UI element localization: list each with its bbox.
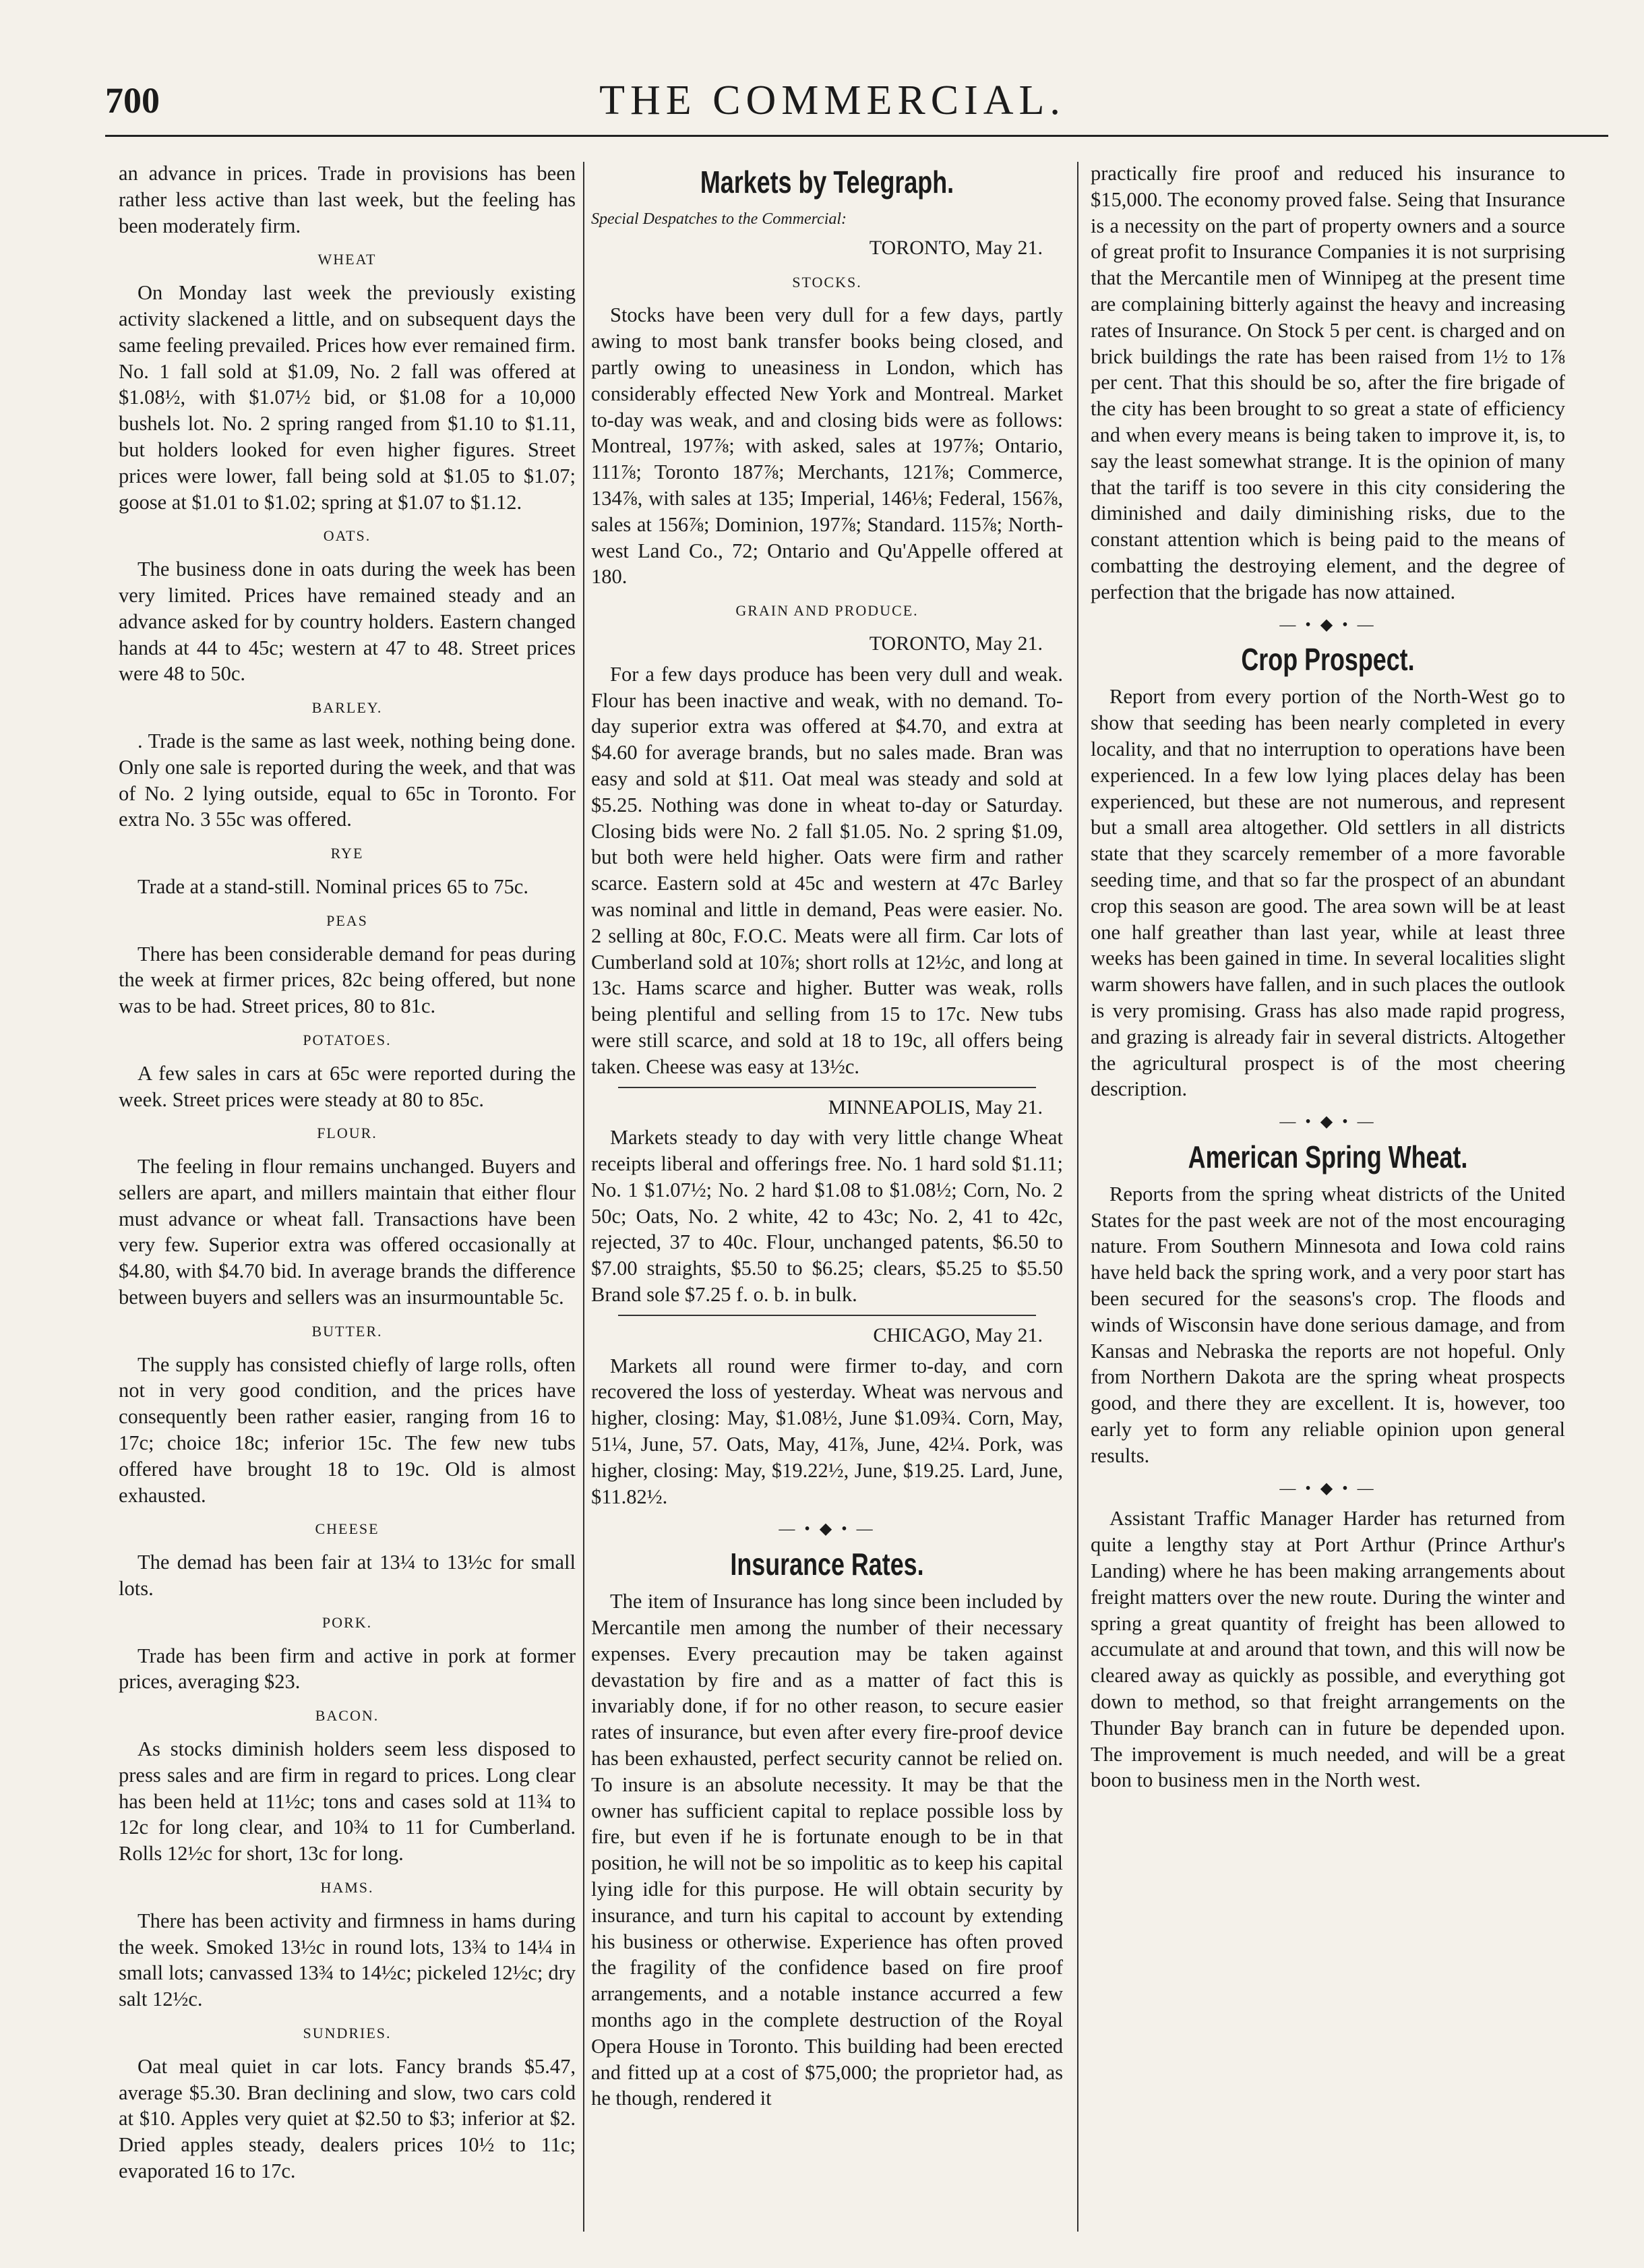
- article-paragraph: Reports from the spring wheat districts of the United States for the past week are not of the most encouraging nature. From Southern Minnesota and Iowa cold rains have held back the spring work, and a very poor start has been secured for the seasons's crop. The floods and winds of Wisconsin have done serious damage, and from Kansas and Nebraska the reports are not hopeful. Only from Northern Dakota are the spring wheat prospects good, and there they are excellent. It is, however, too early yet to form any reliable opinion upon general results.: [1091, 1182, 1565, 1467]
- article-paragraph: Oat meal quiet in car lots. Fancy brands $5.47, average $5.30. Bran declining and slow, two cars cold at $10. Apples very quiet at $2.50 to $3; inferior at $2. Dried apples steady, dealers prices 10½ to 11c; evaporated 16 to 17c.: [119, 2054, 576, 2182]
- section-heading: BARLEY.: [311, 699, 383, 717]
- article-paragraph: The feeling in flour remains unchanged. Buyers and sellers are apart, and millers maintain that either flour must advance or wheat fall. Transactions have been very few. Superior extra was offered occasionally at $4.80, with $4.70 bid. In average brands the difference between buyers and sellers was an insurmountable 5c.: [119, 1155, 576, 1309]
- article-paragraph: As stocks diminish holders seem less disposed to press sales and are firm in regard to prices. Long clear has been held at 11½c; tons and cases sold at 11¾ to 12c for long clear, and 10¾ to 11 for Cumberland. Rolls 12½c for short, 13c for long.: [119, 1737, 576, 1866]
- dispatch-note: Special Despatches to the Commercial:: [591, 210, 847, 228]
- section-divider: [618, 1315, 1036, 1316]
- dateline: TORONTO, May 21.: [869, 632, 1043, 655]
- article-headline: Insurance Rates.: [730, 1547, 924, 1582]
- section-heading: RYE: [330, 845, 364, 862]
- article-paragraph: There has been considerable demand for peas during the week at firmer prices, 82c being offered, but none was to be had. Street prices, 80 to 81c.: [119, 942, 576, 1018]
- column-separator: [1077, 162, 1078, 2232]
- section-heading: CHEESE: [315, 1520, 379, 1538]
- article-paragraph: The demad has been fair at 13¼ to 13½c for small lots.: [119, 1551, 576, 1601]
- ornament-divider: — • ◆ • —: [1279, 616, 1376, 634]
- section-heading: PORK.: [322, 1613, 373, 1631]
- section-heading: POTATOES.: [303, 1031, 392, 1048]
- article-headline: Markets by Telegraph.: [700, 165, 954, 200]
- section-heading: GRAIN AND PRODUCE.: [735, 602, 919, 620]
- article-paragraph: an advance in prices. Trade in provisions has been rather less active than last week, but the feeling has been moderately firm.: [119, 162, 576, 237]
- section-heading: SUNDRIES.: [303, 2025, 392, 2041]
- article-paragraph: For a few days produce has been very dull and weak. Flour has been inactive and weak, with no demand. To-day superior extra was offered at $4.70, and extra at $4.60 for average brands, but no sales made. Bran was easy and sold at $11. Oat meal was steady and sold at $5.25. Nothing was done in wheat to-day or Saturday. Closing bids were No. 2 fall $1.05. No. 2 spring $1.09, but both were held higher. Oats were firm and rather scarce. Eastern sold at 45c and western at 47c Barley was nominal and little in demand, Peas were easier. No. 2 selling at 80c, F.O.C. Meats were all firm. Car lots of Cumberland sold at 10⅞; short rolls at 12½c, and long at 13c. Hams scarce and higher. Butter was weak, rolls being plentiful and selling from 15 to 17c. New tubs were still scarce, and sold at 18 to 19c, all offers being taken. Cheese was easy at 13½c.: [591, 662, 1063, 1078]
- section-heading: BUTTER.: [311, 1322, 383, 1340]
- section-heading: BACON.: [315, 1707, 379, 1725]
- column-3: [1091, 160, 1565, 2237]
- article-paragraph: The business done in oats during the week has been very limited. Prices have remained steady and an advance asked for by country holders. Eastern changed hands at 44 to 45c; western at 47 to 48. Street prices were 48 to 50c.: [119, 558, 576, 686]
- column-1: [119, 160, 576, 2237]
- article-paragraph: Stocks have been very dull for a few days, partly awing to most bank transfer books being closed, and partly owing to uneasiness in London, which has considerably effected New York and Montreal. Market to-day was weak, and and closing bids were as follows: Montreal, 197⅞; with asked, sales at 197⅞; Ontario, 111⅞; Toronto 187⅞; Merchants, 121⅞; Commerce, 134⅞, with sales at 135; Imperial, 146⅛; Federal, 156⅞, sales at 156⅞; Dominion, 197⅞; Standard. 115⅞; North-west Land Co., 72; Ontario and Qu'Appelle offered at 180.: [591, 303, 1063, 589]
- article-headline: Crop Prospect.: [1241, 642, 1415, 678]
- ornament-divider: — • ◆ • —: [1279, 1113, 1376, 1131]
- article-paragraph: The supply has consisted chiefly of large rolls, often not in very good condition, and the prices have consequently been rather easier, ranging from 16 to 17c; choice 18c; inferior 15c. The few new tubs offered have brought 18 to 19c. Old is almost exhausted.: [119, 1352, 576, 1507]
- section-heading: HAMS.: [320, 1879, 374, 1897]
- header-rule: [105, 135, 1608, 137]
- section-divider: [618, 1087, 1036, 1088]
- section-heading: FLOUR.: [317, 1125, 377, 1142]
- article-paragraph: A few sales in cars at 65c were reported during the week. Street prices were steady at 80 to 85c.: [119, 1061, 576, 1111]
- article-paragraph: . Trade is the same as last week, nothing being done. Only one sale is reported during the week, and that was of No. 2 lying outside, equal to 65c in Toronto. For extra No. 3 55c was offered.: [119, 729, 576, 831]
- column-2: [591, 160, 1063, 2237]
- article-paragraph: Markets all round were firmer to-day, and corn recovered the loss of yesterday. Wheat was nervous and higher, closing: May, $1.08½, June $1.09¾. Corn, May, 51¼, June, 57. Oats, May, 41⅞, June, 42¼. Pork, was higher, closing: May, $19.22½, June, $19.25. Lard, June, $11.82½.: [591, 1354, 1063, 1508]
- article-paragraph: There has been activity and firmness in hams during the week. Smoked 13½c in round lots, 13¾ to 14¼ in small lots; canvassed 13¾ to 14½c; pickeled 12½c; dry salt 12½c.: [119, 1909, 576, 2011]
- masthead: THE COMMERCIAL.: [599, 78, 1066, 123]
- ornament-divider: — • ◆ • —: [1279, 1479, 1376, 1497]
- dateline: CHICAGO, May 21.: [873, 1323, 1043, 1346]
- article-paragraph: Report from every portion of the North-West go to show that seeding has been nearly completed in every locality, and that no interruption to operations have been experienced. In a few low lying places delay has been experienced, but these are not numerous, and represent but a small area altogether. Old settlers in all districts state that they scarcely remember of a more favorable seeding time, and that so far the prospect of an abundant crop this season are good. The area sown will be at least one half greather than last year, while at least three weeks has been gained in time. In several localities slight warm showers have fallen, and in such places the outlook is very promising. Grass has also made rapid progress, and grazing is already fair in several districts. Altogether the agricultural prospect is of the most cheering description.: [1091, 685, 1565, 1101]
- page-header: [81, 80, 1584, 133]
- article-paragraph: practically fire proof and reduced his insurance to $15,000. The economy proved false. Seing that Insurance is a necessity on the part of property owners and a source of great profit to Insurance Companies it is not surprising that the Mercantile men of Winnipeg at the present time are complaining bitterly against the heavy and increasing rates of Insurance. On Stock 5 per cent. is charged and on brick buildings the rate has been raised from 1½ to 1⅞ per cent. That this should be so, after the fire brigade of the city has been brought to so great a state of efficiency and when every means is being taken to improve it, is, to say the least somewhat strange. It is the opinion of many that the tariff is too severe in this city considering the diminished and daily diminishing risks, due to the constant attention which is being paid to the means of combatting the destroying element, and the degree of perfection that the brigade has now attained.: [1091, 162, 1565, 603]
- article-paragraph: Assistant Traffic Manager Harder has returned from quite a lengthy stay at Port Arthur (Prince Arthur's Landing) where he has been making arrangements about freight matters over the new route. During the winter and spring a great quantity of freight has been allowed to accumulate at and around that town, and this will now be cleared away as quickly as possible, and everything got down to method, so that freight arrangements on the Thunder Bay branch can in future be depended upon. The improvement is much needed, and will be a great boon to business men in the North west.: [1091, 1507, 1565, 1792]
- article-paragraph: On Monday last week the previously existing activity slackened a little, and on subsequent days the same feeling prevailed. Prices how ever remained firm. No. 1 fall sold at $1.09, No. 2 fall was offered at $1.08½, with $1.07½ bid, or $1.08 for a 10,000 bushels lot. No. 2 spring ranged from $1.10 to $1.11, but holders looked for even higher figures. Street prices were lower, fall being sold at $1.05 to $1.07; goose at $1.01 to $1.02; spring at $1.07 to $1.12.: [119, 281, 576, 514]
- page-number: 700: [105, 80, 160, 121]
- dateline: MINNEAPOLIS, May 21.: [828, 1096, 1043, 1118]
- section-heading: OATS.: [323, 527, 371, 545]
- section-heading: WHEAT: [317, 251, 377, 268]
- section-heading: PEAS: [326, 912, 368, 929]
- article-headline: American Spring Wheat.: [1188, 1139, 1468, 1174]
- dateline: TORONTO, May 21.: [869, 236, 1043, 259]
- ornament-divider: — • ◆ • —: [779, 1520, 876, 1539]
- article-paragraph: Markets steady to day with very little change Wheat receipts liberal and offerings free. No. 1 hard sold $1.11; No. 1 $1.07½; No. 2 hard $1.08 to $1.08½; Corn, No. 2 50c; Oats, No. 2 white, 42 to 43c; No. 2, 41 to 42c, rejected, 37 to 40c. Flour, unchanged patents, $6.50 to $7.00 straights, $5.50 to $6.25; clears, $5.25 to $5.50 Brand sole $7.25 f. o. b. in bulk.: [591, 1126, 1063, 1307]
- article-paragraph: Trade at a stand-still. Nominal prices 65 to 75c.: [138, 874, 528, 898]
- column-separator: [583, 162, 584, 2232]
- section-heading: STOCKS.: [792, 273, 862, 291]
- article-paragraph: The item of Insurance has long since been included by Mercantile men among the number of their necessary expenses. Every precaution may be taken against devastation by fire and as a matter of fact this is invariably done, if for no other reason, to secure easier rates of insurance, but even after every fire-proof device has been exhausted, perfect security cannot be relied on. To insure is an absolute necessity. It may be that the owner has sufficient capital to replace possible loss by fire, but even if he is fortunate enough to be in that position, he will not be so impolitic as to keep his capital lying idle for this purpose. He will obtain security by insurance, and turn his capital to account by extending his business or otherwise. Experience has often proved the fragility of the confidence based on fire proof arrangements, and a notable instance accurred a few months ago in the complete destruction of the Royal Opera House in Toronto. This building had been erected and fitted up at a cost of $75,000; the proprietor had, as he though, rendered it: [591, 1590, 1063, 2110]
- article-paragraph: Trade has been firm and active in pork at former prices, averaging $23.: [119, 1644, 576, 1694]
